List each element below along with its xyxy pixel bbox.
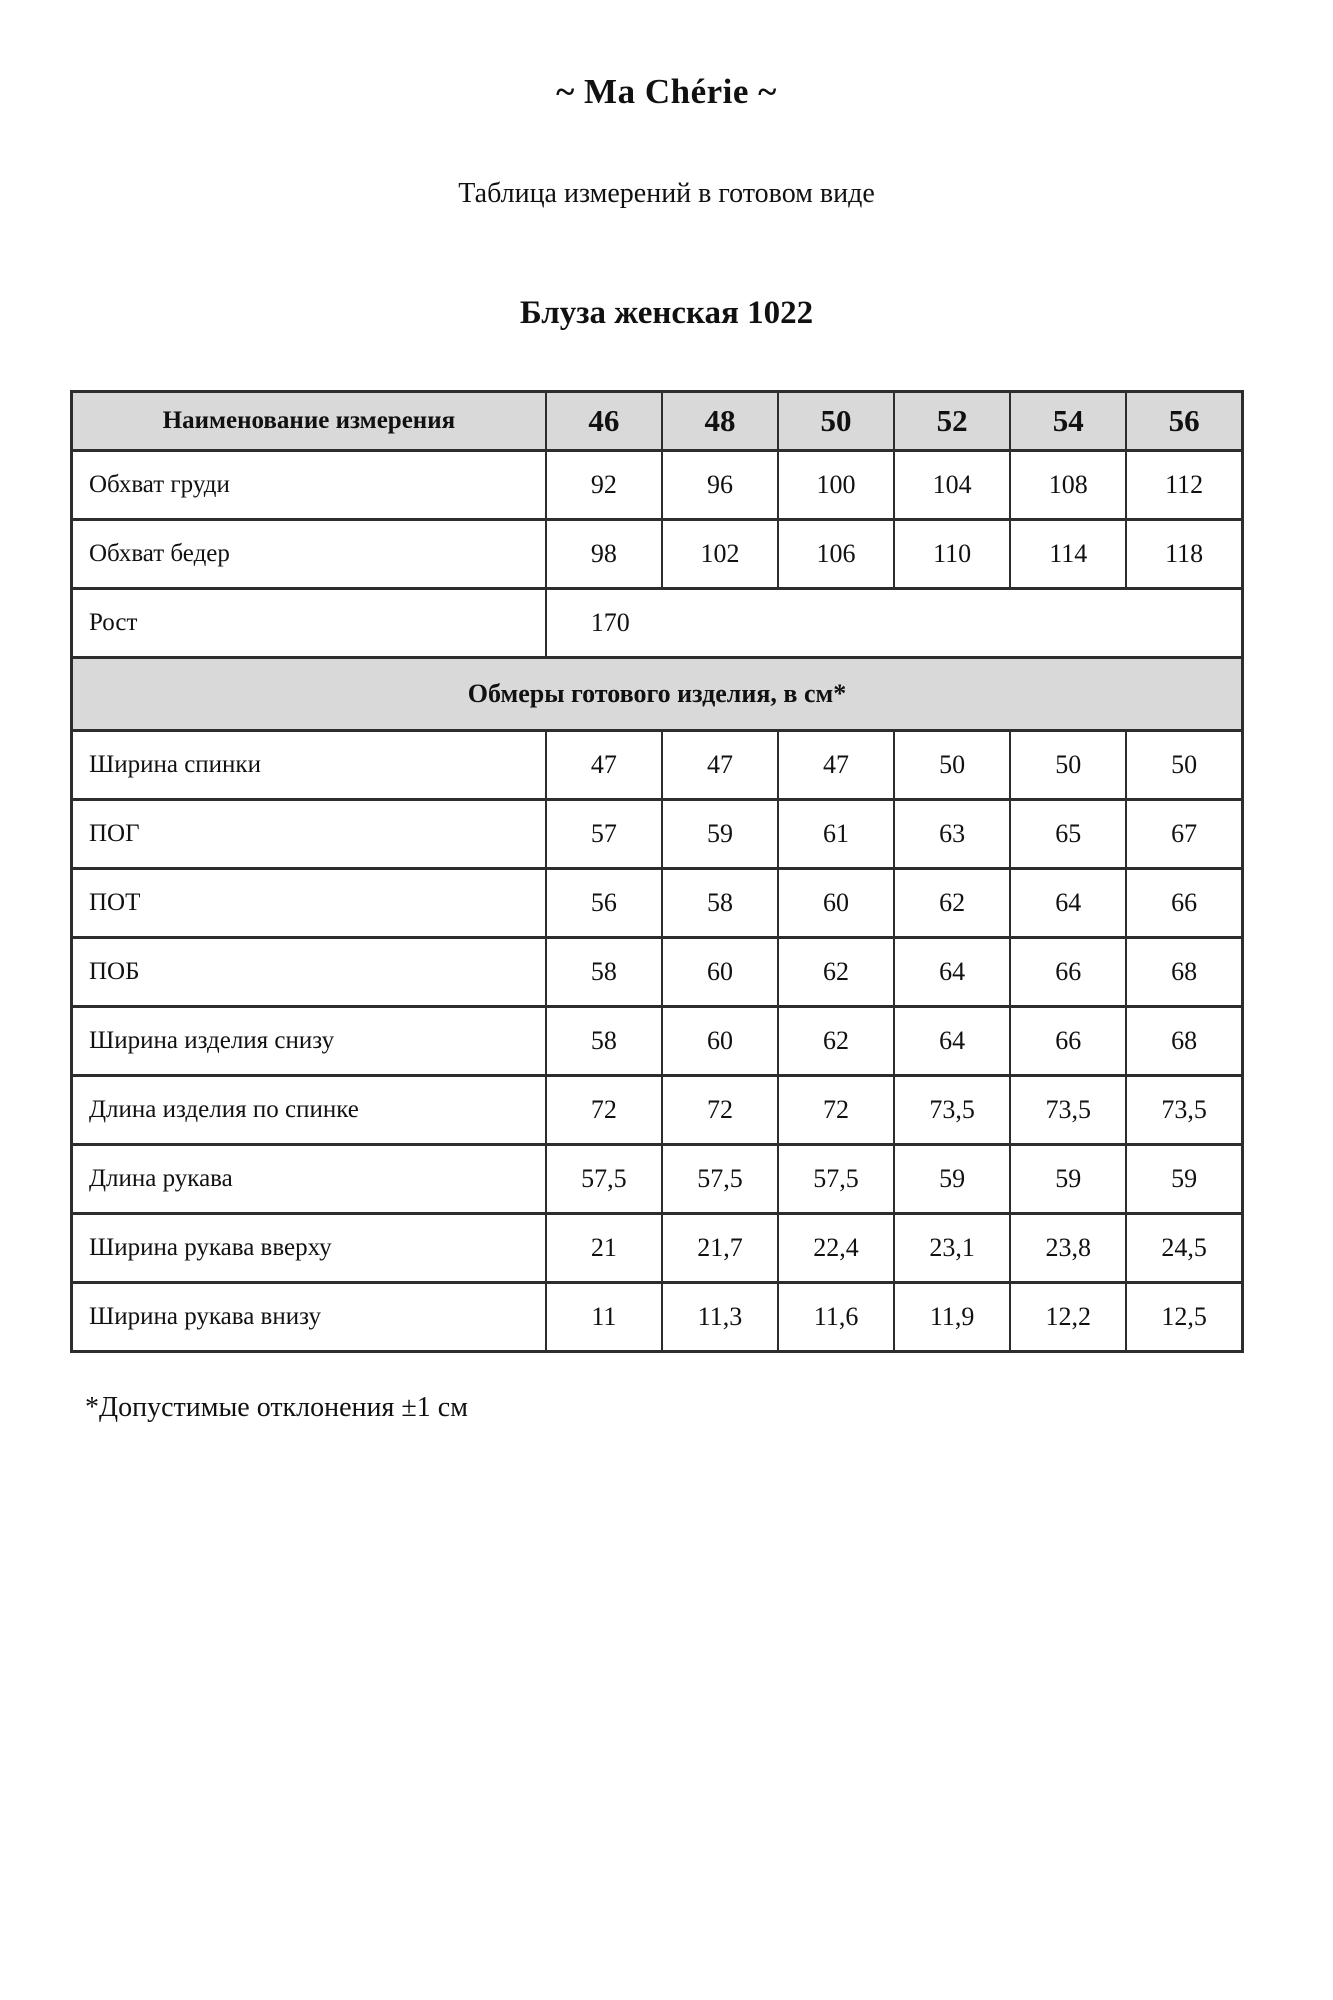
cell-value: 64 <box>894 1007 1010 1076</box>
row-label: Ширина спинки <box>72 731 546 800</box>
cell-value: 106 <box>778 520 894 589</box>
cell-value: 23,8 <box>1010 1214 1126 1283</box>
table-row-sleeve-length <box>72 1145 1243 1214</box>
size-col-header: 54 <box>1010 392 1126 451</box>
cell-value: 63 <box>894 800 1010 869</box>
row-label: Длина рукава <box>72 1145 546 1214</box>
cell-value: 23,1 <box>894 1214 1010 1283</box>
table-row-pot <box>72 869 1243 938</box>
cell-value-merged: 170 <box>546 589 1243 658</box>
cell-value: 72 <box>778 1076 894 1145</box>
row-label: Длина изделия по спинке <box>72 1076 546 1145</box>
table-row-sleeve-top-width <box>72 1214 1243 1283</box>
cell-value: 47 <box>662 731 778 800</box>
cell-value: 57,5 <box>546 1145 662 1214</box>
cell-value: 62 <box>894 869 1010 938</box>
cell-value: 47 <box>778 731 894 800</box>
row-label: ПОТ <box>72 869 546 938</box>
row-label: Ширина рукава внизу <box>72 1283 546 1352</box>
product-title: Блуза женская 1022 <box>519 295 814 331</box>
cell-value: 22,4 <box>778 1214 894 1283</box>
cell-value: 50 <box>894 731 1010 800</box>
cell-value: 96 <box>662 451 778 520</box>
cell-value: 59 <box>662 800 778 869</box>
size-col-header: 56 <box>1126 392 1242 451</box>
row-label: Ширина изделия снизу <box>72 1007 546 1076</box>
cell-value: 104 <box>894 451 1010 520</box>
cell-value: 112 <box>1126 451 1242 520</box>
cell-value: 62 <box>778 938 894 1007</box>
cell-value: 114 <box>1010 520 1126 589</box>
cell-value: 68 <box>1126 1007 1242 1076</box>
cell-value: 60 <box>662 1007 778 1076</box>
cell-value: 50 <box>1126 731 1242 800</box>
table-row-pob <box>72 938 1243 1007</box>
cell-value: 92 <box>546 451 662 520</box>
cell-value: 66 <box>1126 869 1242 938</box>
table-row-back-width <box>72 731 1243 800</box>
row-label: ПОБ <box>72 938 546 1007</box>
cell-value: 57 <box>546 800 662 869</box>
document-subtitle: Таблица измерений в готовом виде <box>458 178 875 209</box>
cell-value: 50 <box>1010 731 1126 800</box>
cell-value: 72 <box>546 1076 662 1145</box>
table-row-sleeve-bottom-width <box>72 1283 1243 1352</box>
cell-value: 60 <box>662 938 778 1007</box>
cell-value: 12,2 <box>1010 1283 1126 1352</box>
cell-value: 68 <box>1126 938 1242 1007</box>
cell-value: 59 <box>894 1145 1010 1214</box>
cell-value: 47 <box>546 731 662 800</box>
cell-value: 11,6 <box>778 1283 894 1352</box>
tolerance-footnote: *Допустимые отклонения ±1 см <box>85 1392 468 1423</box>
size-chart-table <box>70 390 1244 1353</box>
cell-value: 57,5 <box>662 1145 778 1214</box>
cell-value: 100 <box>778 451 894 520</box>
size-col-header: 48 <box>662 392 778 451</box>
table-row-hips <box>72 520 1243 589</box>
table-row-back-length <box>72 1076 1243 1145</box>
size-col-header: 52 <box>894 392 1010 451</box>
cell-value: 110 <box>894 520 1010 589</box>
cell-value: 59 <box>1126 1145 1242 1214</box>
brand-title: ~ Ma Chérie ~ <box>556 72 777 111</box>
cell-value: 60 <box>778 869 894 938</box>
table-row-chest <box>72 451 1243 520</box>
cell-value: 57,5 <box>778 1145 894 1214</box>
cell-value: 58 <box>662 869 778 938</box>
table-row-bottom-width <box>72 1007 1243 1076</box>
cell-value: 66 <box>1010 938 1126 1007</box>
cell-value: 58 <box>546 938 662 1007</box>
cell-value: 11 <box>546 1283 662 1352</box>
size-col-header: 46 <box>546 392 662 451</box>
cell-value: 73,5 <box>1126 1076 1242 1145</box>
cell-value: 67 <box>1126 800 1242 869</box>
section-header-label: Обмеры готового изделия, в см* <box>72 658 1243 731</box>
cell-value: 61 <box>778 800 894 869</box>
cell-value: 58 <box>546 1007 662 1076</box>
cell-value: 73,5 <box>1010 1076 1126 1145</box>
cell-value: 64 <box>1010 869 1126 938</box>
row-label: Ширина рукава вверху <box>72 1214 546 1283</box>
cell-value: 24,5 <box>1126 1214 1242 1283</box>
cell-value: 73,5 <box>894 1076 1010 1145</box>
measurement-name-header: Наименование измерения <box>72 392 546 451</box>
row-label: Обхват груди <box>72 451 546 520</box>
cell-value: 64 <box>894 938 1010 1007</box>
cell-value: 66 <box>1010 1007 1126 1076</box>
row-label: Рост <box>72 589 546 658</box>
table-section-header-row <box>72 658 1243 731</box>
cell-value: 118 <box>1126 520 1242 589</box>
cell-value: 72 <box>662 1076 778 1145</box>
cell-value: 102 <box>662 520 778 589</box>
cell-value: 59 <box>1010 1145 1126 1214</box>
cell-value: 56 <box>546 869 662 938</box>
table-row-height <box>72 589 1243 658</box>
cell-value: 21,7 <box>662 1214 778 1283</box>
cell-value: 21 <box>546 1214 662 1283</box>
row-label: ПОГ <box>72 800 546 869</box>
size-col-header: 50 <box>778 392 894 451</box>
table-row-pog <box>72 800 1243 869</box>
cell-value: 108 <box>1010 451 1126 520</box>
cell-value: 11,3 <box>662 1283 778 1352</box>
cell-value: 98 <box>546 520 662 589</box>
row-label: Обхват бедер <box>72 520 546 589</box>
cell-value: 62 <box>778 1007 894 1076</box>
cell-value: 11,9 <box>894 1283 1010 1352</box>
table-header-row <box>72 392 1243 451</box>
cell-value: 65 <box>1010 800 1126 869</box>
cell-value: 12,5 <box>1126 1283 1242 1352</box>
